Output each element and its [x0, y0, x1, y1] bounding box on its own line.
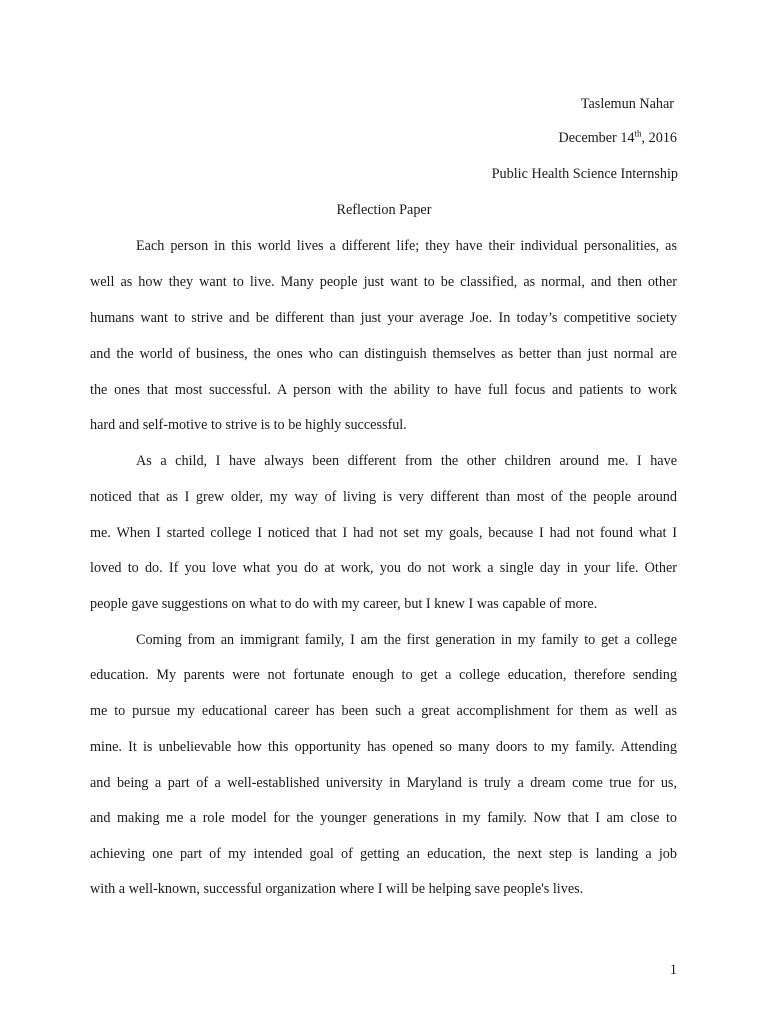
- paragraph-3-line: me to pursue my educational career has been such a great accomplishment for them as well as: [90, 703, 677, 719]
- paragraph-3-line: Coming from an immigrant family, I am the first generation in my family to get a college: [136, 632, 677, 648]
- paragraph-3-line: achieving one part of my intended goal of getting an education, the next step is landing a job: [90, 846, 677, 862]
- paragraph-1-line: Each person in this world lives a different life; they have their individual personalities, as: [136, 238, 677, 254]
- paragraph-1-line: humans want to strive and be different than just your average Joe. In today’s competitive society: [90, 310, 677, 326]
- paragraph-3-line: and making me a role model for the younger generations in my family. Now that I am close to: [90, 810, 677, 826]
- date-ordinal-suffix: th: [634, 128, 642, 139]
- paragraph-1-line: and the world of business, the ones who can distinguish themselves as better than just normal are: [90, 346, 677, 362]
- date-line: [558, 129, 677, 147]
- paper-title: Reflection Paper: [336, 202, 432, 218]
- paragraph-1-line: well as how they want to live. Many people just want to be classified, as normal, and then other: [90, 274, 677, 290]
- author-name: Taslemun Nahar: [580, 96, 674, 112]
- paragraph-2-line: me. When I started college I noticed that I had not set my goals, because I had not found what I: [90, 525, 677, 541]
- paragraph-1-line: hard and self-motive to strive is to be highly successful.: [90, 417, 407, 433]
- paragraph-2-line: people gave suggestions on what to do with my career, but I knew I was capable of more.: [90, 596, 598, 612]
- paragraph-3-line: mine. It is unbelievable how this opportunity has opened so many doors to my family. Attending: [90, 739, 677, 755]
- paragraph-2-line: loved to do. If you love what you do at work, you do not work a single day in your life. Other: [90, 560, 677, 576]
- page-number: 1: [669, 962, 677, 978]
- paragraph-2-line: As a child, I have always been different from the other children around me. I have: [136, 453, 677, 469]
- paragraph-3-line: education. My parents were not fortunate enough to get a college education, therefore sending: [90, 667, 677, 683]
- paragraph-3-line: and being a part of a well-established university in Maryland is truly a dream come true for us,: [90, 775, 677, 791]
- date-prefix: December 14: [558, 130, 635, 146]
- paragraph-1-line: the ones that most successful. A person with the ability to have full focus and patients to work: [90, 382, 677, 398]
- course-name: Public Health Science Internship: [491, 166, 678, 182]
- paragraph-2-line: noticed that as I grew older, my way of living is very different than most of the people around: [90, 489, 677, 505]
- date-suffix: , 2016: [641, 130, 677, 146]
- paragraph-3-line: with a well-known, successful organization where I will be helping save people's lives.: [90, 881, 584, 897]
